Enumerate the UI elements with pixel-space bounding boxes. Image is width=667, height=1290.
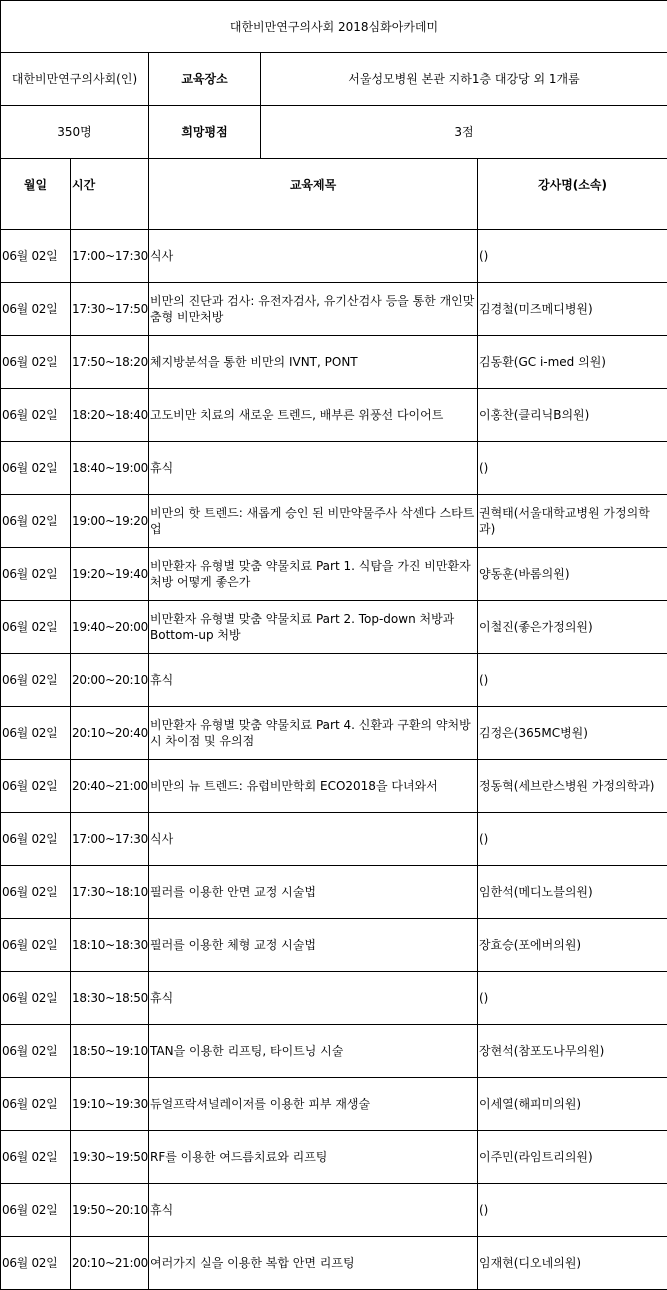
date-cell: 06월 02일	[1, 919, 71, 972]
lecturer-cell: 임재현(디오네의원)	[478, 1237, 667, 1290]
lecturer-cell: 김정은(365MC병원)	[478, 707, 667, 760]
time-cell: 20:00~20:10	[71, 654, 149, 707]
date-cell: 06월 02일	[1, 1237, 71, 1290]
date-cell: 06월 02일	[1, 1184, 71, 1237]
time-cell: 17:00~17:30	[71, 813, 149, 866]
date-cell: 06월 02일	[1, 230, 71, 283]
schedule-body	[1, 230, 667, 1290]
score-value: 3점	[261, 106, 667, 159]
table-row	[1, 1131, 667, 1184]
venue-value: 서울성모병원 본관 지하1층 대강당 외 1개룸	[261, 53, 667, 106]
table-row	[1, 336, 667, 389]
table-row	[1, 495, 667, 548]
subject-cell: 듀얼프락셔널레이저를 이용한 피부 재생술	[149, 1078, 478, 1131]
time-cell: 20:10~21:00	[71, 1237, 149, 1290]
lecturer-cell: 이주민(라임트리의원)	[478, 1131, 667, 1184]
table-row	[1, 601, 667, 654]
table-row	[1, 919, 667, 972]
date-cell: 06월 02일	[1, 972, 71, 1025]
lecturer-cell: ()	[478, 1184, 667, 1237]
date-cell: 06월 02일	[1, 283, 71, 336]
lecturer-cell: 정동혁(세브란스병원 가정의학과)	[478, 760, 667, 813]
info-row-venue	[1, 53, 667, 106]
lecturer-cell: 이철진(좋은가정의원)	[478, 601, 667, 654]
lecturer-cell: ()	[478, 230, 667, 283]
time-cell: 20:40~21:00	[71, 760, 149, 813]
table-row	[1, 866, 667, 919]
time-cell: 19:30~19:50	[71, 1131, 149, 1184]
date-cell: 06월 02일	[1, 760, 71, 813]
table-row	[1, 548, 667, 601]
lecturer-cell: 장현석(참포도나무의원)	[478, 1025, 667, 1078]
table-row	[1, 760, 667, 813]
header-row	[1, 159, 667, 230]
time-cell: 17:50~18:20	[71, 336, 149, 389]
subject-cell: 필러를 이용한 체형 교정 시술법	[149, 919, 478, 972]
lecturer-cell: ()	[478, 972, 667, 1025]
subject-cell: 식사	[149, 230, 478, 283]
time-cell: 19:00~19:20	[71, 495, 149, 548]
table-row	[1, 1025, 667, 1078]
time-cell: 19:50~20:10	[71, 1184, 149, 1237]
time-cell: 20:10~20:40	[71, 707, 149, 760]
time-cell: 17:30~17:50	[71, 283, 149, 336]
lecturer-cell: ()	[478, 654, 667, 707]
lecturer-cell: 장효승(포에버의원)	[478, 919, 667, 972]
subject-cell: TAN을 이용한 리프팅, 타이트닝 시술	[149, 1025, 478, 1078]
header-date: 월일	[1, 159, 71, 230]
subject-cell: 식사	[149, 813, 478, 866]
table-row	[1, 442, 667, 495]
header-time: 시간	[71, 159, 149, 230]
header-lecturer: 강사명(소속)	[478, 159, 667, 230]
header-subject: 교육제목	[149, 159, 478, 230]
date-cell: 06월 02일	[1, 548, 71, 601]
lecturer-cell: ()	[478, 813, 667, 866]
subject-cell: 휴식	[149, 1184, 478, 1237]
subject-cell: 비만의 핫 트렌드: 새롭게 승인 된 비만약물주사 삭센다 스타트업	[149, 495, 478, 548]
subject-cell: RF를 이용한 여드름치료와 리프팅	[149, 1131, 478, 1184]
lecturer-cell: 이홍찬(클리닉B의원)	[478, 389, 667, 442]
subject-cell: 필러를 이용한 안면 교정 시술법	[149, 866, 478, 919]
time-cell: 18:40~19:00	[71, 442, 149, 495]
table-row	[1, 1184, 667, 1237]
table-row	[1, 230, 667, 283]
organizer-cell: 대한비만연구의사회(인)	[1, 53, 149, 106]
table-row	[1, 813, 667, 866]
capacity-cell: 350명	[1, 106, 149, 159]
table-row	[1, 389, 667, 442]
table-row	[1, 283, 667, 336]
date-cell: 06월 02일	[1, 1131, 71, 1184]
time-cell: 18:30~18:50	[71, 972, 149, 1025]
date-cell: 06월 02일	[1, 495, 71, 548]
table-row	[1, 654, 667, 707]
title-row	[1, 1, 667, 53]
date-cell: 06월 02일	[1, 389, 71, 442]
info-row-score	[1, 106, 667, 159]
lecturer-cell: 김경철(미즈메디병원)	[478, 283, 667, 336]
date-cell: 06월 02일	[1, 336, 71, 389]
date-cell: 06월 02일	[1, 601, 71, 654]
time-cell: 18:50~19:10	[71, 1025, 149, 1078]
date-cell: 06월 02일	[1, 1078, 71, 1131]
table-row	[1, 972, 667, 1025]
table-row	[1, 1078, 667, 1131]
subject-cell: 여러가지 실을 이용한 복합 안면 리프팅	[149, 1237, 478, 1290]
subject-cell: 비만의 진단과 검사: 유전자검사, 유기산검사 등을 통한 개인맞춤형 비만처방	[149, 283, 478, 336]
subject-cell: 휴식	[149, 654, 478, 707]
date-cell: 06월 02일	[1, 866, 71, 919]
date-cell: 06월 02일	[1, 1025, 71, 1078]
time-cell: 19:40~20:00	[71, 601, 149, 654]
lecturer-cell: 김동환(GC i-med 의원)	[478, 336, 667, 389]
subject-cell: 휴식	[149, 972, 478, 1025]
time-cell: 18:10~18:30	[71, 919, 149, 972]
subject-cell: 고도비만 치료의 새로운 트렌드, 배부른 위풍선 다이어트	[149, 389, 478, 442]
table-row	[1, 707, 667, 760]
subject-cell: 비만의 뉴 트렌드: 유럽비만학회 ECO2018을 다녀와서	[149, 760, 478, 813]
table-row	[1, 1237, 667, 1290]
subject-cell: 비만환자 유형별 맞춤 약물치료 Part 1. 식탐을 가진 비만환자 처방 어떻게 좋은가	[149, 548, 478, 601]
date-cell: 06월 02일	[1, 442, 71, 495]
subject-cell: 비만환자 유형별 맞춤 약물치료 Part 4. 신환과 구환의 약처방 시 차이점 및 유의점	[149, 707, 478, 760]
page-title: 대한비만연구의사회 2018심화아카데미	[1, 1, 667, 53]
date-cell: 06월 02일	[1, 654, 71, 707]
lecturer-cell: ()	[478, 442, 667, 495]
venue-label: 교육장소	[149, 53, 261, 106]
time-cell: 17:00~17:30	[71, 230, 149, 283]
date-cell: 06월 02일	[1, 813, 71, 866]
lecturer-cell: 권혁태(서울대학교병원 가정의학과)	[478, 495, 667, 548]
subject-cell: 비만환자 유형별 맞춤 약물치료 Part 2. Top-down 처방과 Bottom-up 처방	[149, 601, 478, 654]
date-cell: 06월 02일	[1, 707, 71, 760]
subject-cell: 휴식	[149, 442, 478, 495]
time-cell: 18:20~18:40	[71, 389, 149, 442]
time-cell: 19:10~19:30	[71, 1078, 149, 1131]
subject-cell: 체지방분석을 통한 비만의 IVNT, PONT	[149, 336, 478, 389]
time-cell: 19:20~19:40	[71, 548, 149, 601]
score-label: 희망평점	[149, 106, 261, 159]
lecturer-cell: 임한석(메디노블의원)	[478, 866, 667, 919]
lecturer-cell: 이세열(해피미의원)	[478, 1078, 667, 1131]
lecturer-cell: 양동훈(바롬의원)	[478, 548, 667, 601]
time-cell: 17:30~18:10	[71, 866, 149, 919]
